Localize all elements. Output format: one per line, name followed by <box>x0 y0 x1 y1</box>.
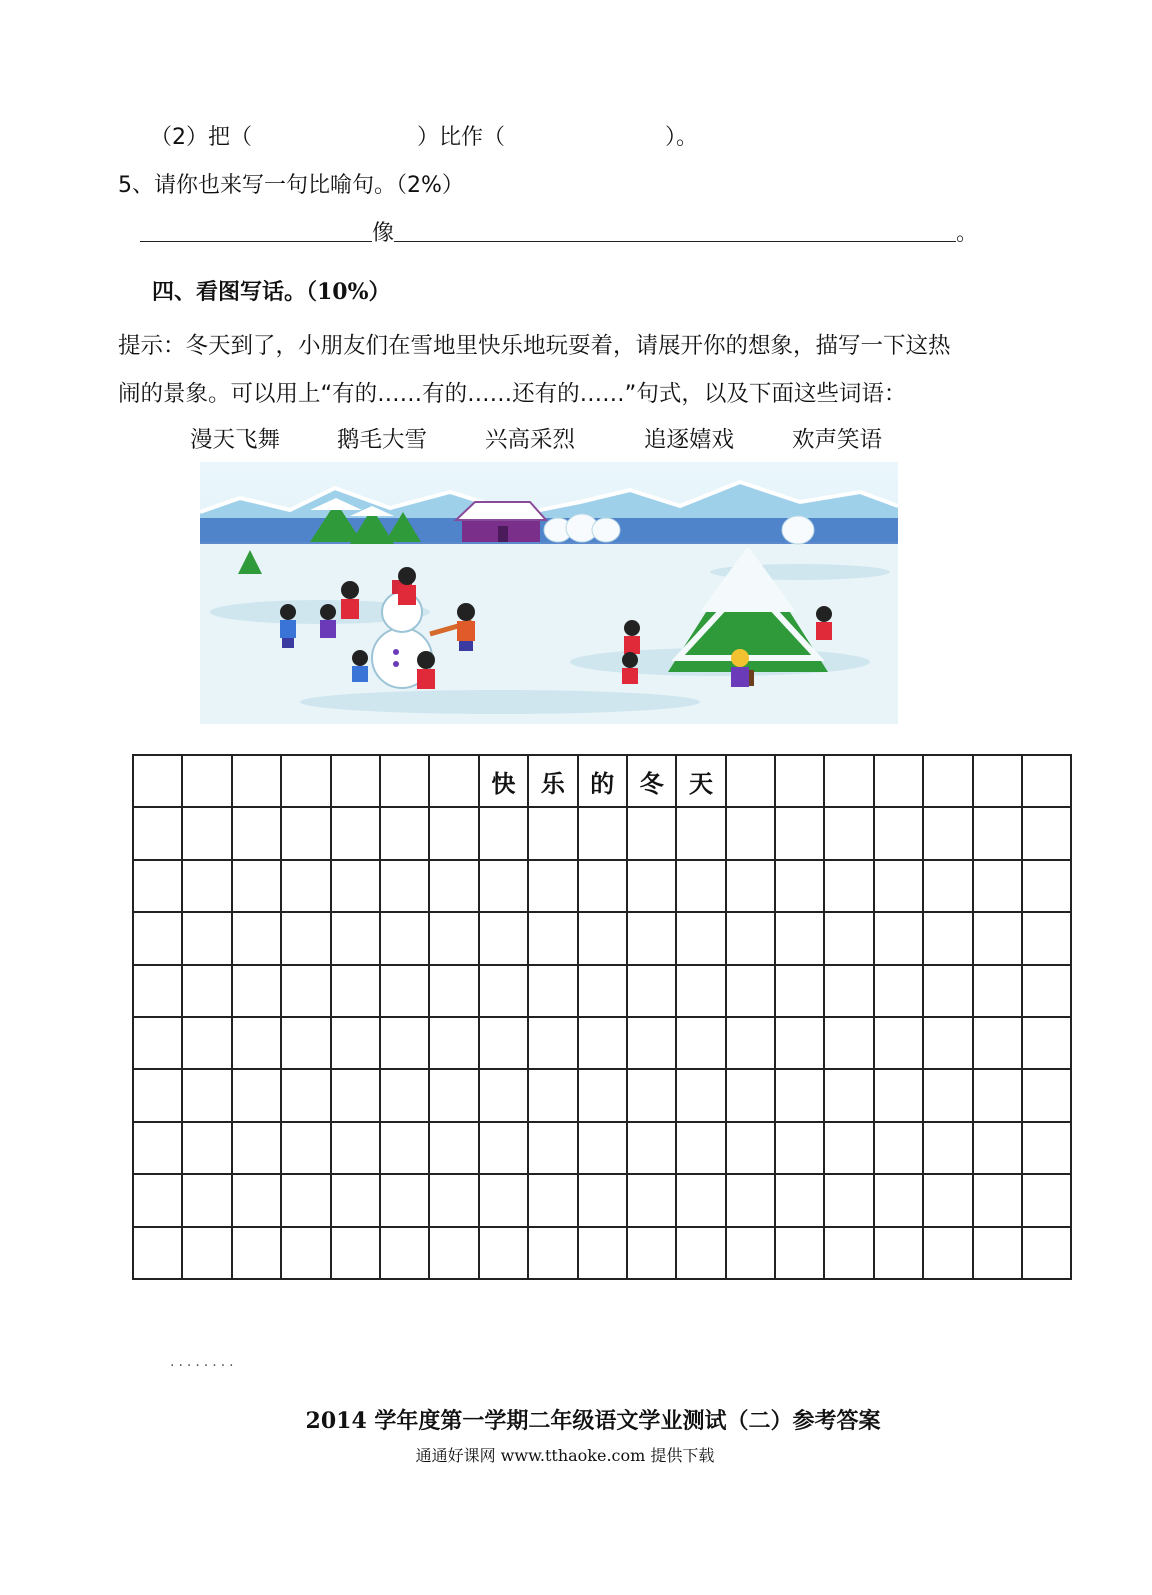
grid-cell[interactable] <box>973 1122 1022 1174</box>
question-5: 5、请你也来写一句比喻句。（2%） <box>118 173 464 198</box>
grid-cell[interactable] <box>528 807 577 859</box>
grid-cell[interactable] <box>973 755 1022 807</box>
grid-cell[interactable] <box>973 1069 1022 1121</box>
grid-title-char: 乐 <box>528 755 577 807</box>
grid-cell[interactable] <box>578 860 627 912</box>
grid-cell[interactable] <box>775 755 824 807</box>
grid-cell[interactable] <box>726 912 775 964</box>
grid-cell[interactable] <box>824 912 873 964</box>
grid-cell[interactable] <box>726 1122 775 1174</box>
hint-line-1: 提示：冬天到了，小朋友们在雪地里快乐地玩耍着，请展开你的想象，描写一下这热 <box>118 333 951 359</box>
grid-cell[interactable] <box>232 860 281 912</box>
section-4-title: 四、看图写话。（10%） <box>152 279 391 305</box>
grid-cell[interactable] <box>232 1174 281 1226</box>
grid-cell[interactable] <box>479 1017 528 1069</box>
grid-cell[interactable] <box>528 1227 577 1279</box>
grid-row <box>133 912 1071 964</box>
grid-cell[interactable] <box>528 1069 577 1121</box>
grid-cell[interactable] <box>429 1174 478 1226</box>
grid-cell[interactable] <box>726 807 775 859</box>
grid-cell[interactable] <box>824 807 873 859</box>
grid-cell[interactable] <box>874 1069 923 1121</box>
grid-cell[interactable] <box>775 807 824 859</box>
grid-cell[interactable] <box>281 1174 330 1226</box>
simile-blank-object[interactable] <box>394 219 956 242</box>
grid-cell[interactable] <box>1022 912 1071 964</box>
grid-cell[interactable] <box>874 807 923 859</box>
grid-cell[interactable] <box>627 1227 676 1279</box>
grid-cell[interactable] <box>380 755 429 807</box>
grid-cell[interactable] <box>528 1017 577 1069</box>
grid-cell[interactable] <box>775 1174 824 1226</box>
grid-cell[interactable] <box>133 755 182 807</box>
grid-cell[interactable] <box>578 1227 627 1279</box>
grid-cell[interactable] <box>775 1017 824 1069</box>
grid-cell[interactable] <box>133 1017 182 1069</box>
grid-cell[interactable] <box>824 1017 873 1069</box>
grid-cell[interactable] <box>133 807 182 859</box>
grid-cell[interactable] <box>627 807 676 859</box>
grid-cell[interactable] <box>923 1227 972 1279</box>
grid-cell[interactable] <box>331 1069 380 1121</box>
grid-cell[interactable] <box>232 912 281 964</box>
item-2-suffix: ）。 <box>665 125 699 150</box>
grid-cell[interactable] <box>331 807 380 859</box>
grid-row <box>133 1227 1071 1279</box>
grid-cell[interactable] <box>281 755 330 807</box>
simile-blank-subject[interactable] <box>140 219 372 242</box>
grid-cell[interactable] <box>578 1069 627 1121</box>
grid-cell[interactable] <box>380 807 429 859</box>
simile-end: 。 <box>956 221 979 246</box>
grid-cell[interactable] <box>182 965 231 1017</box>
grid-cell[interactable] <box>578 807 627 859</box>
grid-cell[interactable] <box>528 912 577 964</box>
grid-cell[interactable] <box>182 1227 231 1279</box>
grid-cell[interactable] <box>874 1174 923 1226</box>
grid-cell[interactable] <box>429 860 478 912</box>
grid-cell[interactable] <box>182 1017 231 1069</box>
grid-cell[interactable] <box>824 1069 873 1121</box>
grid-cell[interactable] <box>627 912 676 964</box>
grid-cell[interactable] <box>923 1174 972 1226</box>
grid-cell[interactable] <box>775 860 824 912</box>
grid-row <box>133 1122 1071 1174</box>
grid-row <box>133 755 1071 807</box>
grid-cell[interactable] <box>232 1069 281 1121</box>
grid-cell[interactable] <box>281 1017 330 1069</box>
grid-cell[interactable] <box>1022 1227 1071 1279</box>
grid-cell[interactable] <box>479 965 528 1017</box>
grid-cell[interactable] <box>429 807 478 859</box>
grid-cell[interactable] <box>676 1174 725 1226</box>
grid-cell[interactable] <box>923 860 972 912</box>
grid-cell[interactable] <box>380 1227 429 1279</box>
grid-cell[interactable] <box>331 1174 380 1226</box>
grid-cell[interactable] <box>331 755 380 807</box>
grid-cell[interactable] <box>182 807 231 859</box>
grid-cell[interactable] <box>923 965 972 1017</box>
grid-cell[interactable] <box>528 965 577 1017</box>
item-2-mid: ）比作（ <box>417 125 506 150</box>
grid-cell[interactable] <box>182 1174 231 1226</box>
grid-cell[interactable] <box>824 1227 873 1279</box>
grid-cell[interactable] <box>676 860 725 912</box>
grid-cell[interactable] <box>281 807 330 859</box>
grid-cell[interactable] <box>578 1017 627 1069</box>
grid-cell[interactable] <box>133 1122 182 1174</box>
grid-cell[interactable] <box>479 1069 528 1121</box>
grid-cell[interactable] <box>824 860 873 912</box>
grid-cell[interactable] <box>380 965 429 1017</box>
grid-cell[interactable] <box>380 1122 429 1174</box>
grid-cell[interactable] <box>281 912 330 964</box>
grid-cell[interactable] <box>676 1227 725 1279</box>
grid-row <box>133 860 1071 912</box>
grid-cell[interactable] <box>133 1069 182 1121</box>
grid-cell[interactable] <box>479 1227 528 1279</box>
grid-cell[interactable] <box>578 965 627 1017</box>
grid-cell[interactable] <box>232 755 281 807</box>
grid-cell[interactable] <box>182 1069 231 1121</box>
grid-cell[interactable] <box>429 1122 478 1174</box>
word-1: 漫天飞舞 <box>190 427 281 453</box>
grid-cell[interactable] <box>281 1069 330 1121</box>
grid-cell[interactable] <box>182 912 231 964</box>
grid-cell[interactable] <box>627 860 676 912</box>
grid-cell[interactable] <box>429 755 478 807</box>
grid-cell[interactable] <box>627 1069 676 1121</box>
grid-cell[interactable] <box>973 912 1022 964</box>
grid-cell[interactable] <box>479 807 528 859</box>
winter-scene-illustration <box>200 462 898 724</box>
grid-cell[interactable] <box>429 1017 478 1069</box>
grid-cell[interactable] <box>923 1069 972 1121</box>
grid-cell[interactable] <box>528 860 577 912</box>
grid-cell[interactable] <box>676 912 725 964</box>
grid-title-char: 快 <box>479 755 528 807</box>
grid-cell[interactable] <box>281 965 330 1017</box>
grid-title-char: 冬 <box>627 755 676 807</box>
grid-cell[interactable] <box>232 965 281 1017</box>
grid-cell[interactable] <box>281 1122 330 1174</box>
grid-cell[interactable] <box>973 1174 1022 1226</box>
grid-cell[interactable] <box>331 860 380 912</box>
grid-row <box>133 1017 1071 1069</box>
grid-cell[interactable] <box>676 1017 725 1069</box>
word-5: 欢声笑语 <box>792 427 883 453</box>
hint-line-2: 闹的景象。可以用上“有的……有的……还有的……”句式，以及下面这些词语： <box>118 381 907 407</box>
grid-cell[interactable] <box>775 1122 824 1174</box>
grid-cell[interactable] <box>182 755 231 807</box>
grid-cell[interactable] <box>726 755 775 807</box>
grid-cell[interactable] <box>1022 965 1071 1017</box>
grid-cell[interactable] <box>182 860 231 912</box>
grid-cell[interactable] <box>380 1174 429 1226</box>
grid-cell[interactable] <box>133 1227 182 1279</box>
grid-cell[interactable] <box>331 1227 380 1279</box>
grid-cell[interactable] <box>380 1069 429 1121</box>
grid-cell[interactable] <box>973 1227 1022 1279</box>
grid-cell[interactable] <box>824 1122 873 1174</box>
grid-cell[interactable] <box>479 1174 528 1226</box>
grid-cell[interactable] <box>429 1227 478 1279</box>
grid-cell[interactable] <box>1022 1017 1071 1069</box>
grid-cell[interactable] <box>627 965 676 1017</box>
grid-cell[interactable] <box>726 965 775 1017</box>
grid-cell[interactable] <box>331 912 380 964</box>
grid-cell[interactable] <box>874 965 923 1017</box>
grid-cell[interactable] <box>627 1017 676 1069</box>
grid-cell[interactable] <box>775 912 824 964</box>
grid-cell[interactable] <box>281 1227 330 1279</box>
footer-source: 通通好课网 www.tthaoke.com 提供下载 <box>415 1446 715 1465</box>
grid-cell[interactable] <box>923 912 972 964</box>
grid-cell[interactable] <box>824 755 873 807</box>
grid-cell[interactable] <box>133 965 182 1017</box>
grid-row <box>133 807 1071 859</box>
grid-cell[interactable] <box>232 807 281 859</box>
grid-cell[interactable] <box>578 912 627 964</box>
grid-cell[interactable] <box>676 807 725 859</box>
grid-cell[interactable] <box>676 965 725 1017</box>
grid-cell[interactable] <box>578 1122 627 1174</box>
grid-cell[interactable] <box>726 1174 775 1226</box>
grid-row <box>133 1174 1071 1226</box>
grid-cell[interactable] <box>1022 1122 1071 1174</box>
grid-cell[interactable] <box>380 1017 429 1069</box>
grid-cell[interactable] <box>479 912 528 964</box>
grid-cell[interactable] <box>923 807 972 859</box>
grid-cell[interactable] <box>973 807 1022 859</box>
grid-cell[interactable] <box>1022 807 1071 859</box>
grid-cell[interactable] <box>874 1017 923 1069</box>
grid-cell[interactable] <box>232 1017 281 1069</box>
grid-cell[interactable] <box>973 965 1022 1017</box>
grid-cell[interactable] <box>627 1122 676 1174</box>
grid-cell[interactable] <box>874 860 923 912</box>
grid-cell[interactable] <box>874 755 923 807</box>
grid-cell[interactable] <box>331 1017 380 1069</box>
grid-cell[interactable] <box>429 1069 478 1121</box>
word-3: 兴高采烈 <box>485 427 576 453</box>
grid-cell[interactable] <box>627 1174 676 1226</box>
grid-cell[interactable] <box>429 912 478 964</box>
grid-cell[interactable] <box>1022 860 1071 912</box>
word-4: 追逐嬉戏 <box>644 427 735 453</box>
grid-cell[interactable] <box>133 860 182 912</box>
grid-cell[interactable] <box>1022 1174 1071 1226</box>
grid-row <box>133 965 1071 1017</box>
grid-cell[interactable] <box>726 1017 775 1069</box>
grid-cell[interactable] <box>479 1122 528 1174</box>
grid-cell[interactable] <box>923 1017 972 1069</box>
grid-cell[interactable] <box>775 1069 824 1121</box>
grid-cell[interactable] <box>281 860 330 912</box>
grid-cell[interactable] <box>331 1122 380 1174</box>
grid-cell[interactable] <box>429 965 478 1017</box>
simile-fill-line <box>140 216 978 247</box>
grid-cell[interactable] <box>232 1227 281 1279</box>
grid-cell[interactable] <box>479 860 528 912</box>
grid-cell[interactable] <box>726 1069 775 1121</box>
grid-cell[interactable] <box>133 1174 182 1226</box>
simile-word: 像 <box>372 221 395 246</box>
grid-cell[interactable] <box>528 1174 577 1226</box>
dotted-mark: ········ <box>170 1358 238 1374</box>
grid-cell[interactable] <box>528 1122 577 1174</box>
grid-cell[interactable] <box>824 1174 873 1226</box>
grid-cell[interactable] <box>775 965 824 1017</box>
grid-cell[interactable] <box>331 965 380 1017</box>
grid-cell[interactable] <box>923 1122 972 1174</box>
grid-cell[interactable] <box>578 1174 627 1226</box>
grid-title-char: 的 <box>578 755 627 807</box>
item-2-line <box>150 120 698 151</box>
grid-cell[interactable] <box>973 1017 1022 1069</box>
grid-cell[interactable] <box>380 860 429 912</box>
item-2-prefix: （2）把（ <box>150 125 252 150</box>
grid-cell[interactable] <box>1022 755 1071 807</box>
grid-cell[interactable] <box>973 860 1022 912</box>
grid-cell[interactable] <box>775 1227 824 1279</box>
grid-cell[interactable] <box>824 965 873 1017</box>
grid-cell[interactable] <box>676 1069 725 1121</box>
grid-cell[interactable] <box>133 912 182 964</box>
grid-cell[interactable] <box>676 1122 725 1174</box>
grid-cell[interactable] <box>726 860 775 912</box>
grid-cell[interactable] <box>874 1122 923 1174</box>
grid-cell[interactable] <box>380 912 429 964</box>
grid-cell[interactable] <box>874 912 923 964</box>
grid-title-char: 天 <box>676 755 725 807</box>
grid-cell[interactable] <box>726 1227 775 1279</box>
grid-cell[interactable] <box>232 1122 281 1174</box>
answer-key-title: 2014 学年度第一学期二年级语文学业测试（二）参考答案 <box>305 1408 881 1434</box>
grid-cell[interactable] <box>874 1227 923 1279</box>
grid-cell[interactable] <box>182 1122 231 1174</box>
grid-cell[interactable] <box>923 755 972 807</box>
house <box>456 502 546 542</box>
word-2: 鹅毛大雪 <box>337 427 428 453</box>
writing-grid[interactable] <box>132 754 1072 1280</box>
grid-cell[interactable] <box>1022 1069 1071 1121</box>
grid-row <box>133 1069 1071 1121</box>
